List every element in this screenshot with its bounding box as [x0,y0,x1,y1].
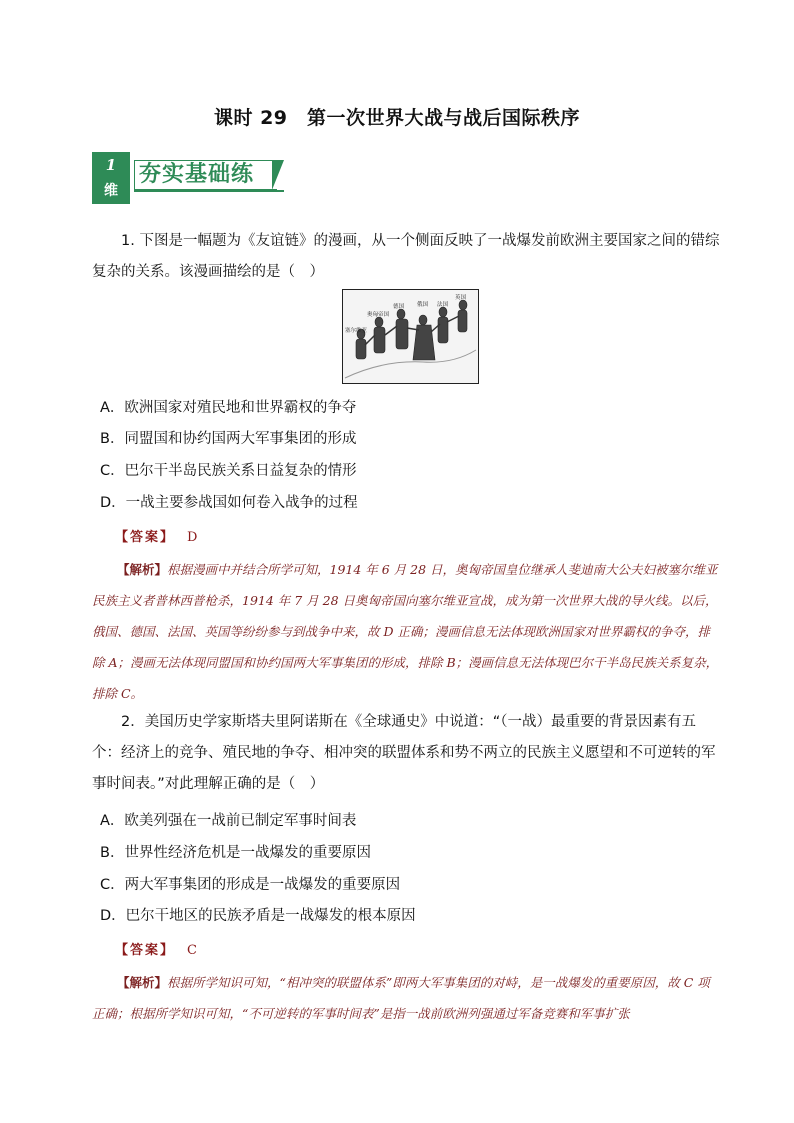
figure-label: 德国 [393,304,405,310]
answer-label: 【答案】 [115,530,176,545]
question-1-option-c: C．巴尔干半岛民族关系日益复杂的情形 [100,463,357,479]
question-2-option-d: D．巴尔干地区的民族矛盾是一战爆发的根本原因 [100,908,416,924]
figure-label: 法国 [437,302,449,308]
page-title: 课时 29 第一次世界大战与战后国际秩序 [213,107,581,129]
question-2-analysis [92,967,722,1029]
figure-label: 英国 [455,295,467,301]
section-banner [92,152,292,204]
answer-value: C [187,943,197,958]
analysis-text: 根据所学知识可知，“相冲突的联盟体系”即两大军事集团的对峙，是一战爆发的重要原因，故 C 项正确；根据所学知识可知，“不可逆转的军事时间表”是指一战前欧洲列强通过军备竞赛和军事扩张 [92,975,710,1021]
section-dimension: 维 [104,183,118,199]
question-1-option-b: B．同盟国和协约国两大军事集团的形成 [100,431,357,447]
question-1-analysis [92,554,722,709]
section-number: 1 [105,156,117,174]
cartoon-friendship-chain-image [342,289,479,384]
question-2-option-a: A．欧美列强在一战前已制定军事时间表 [100,813,357,829]
question-1-answer [115,526,197,545]
cartoon-illustration [343,290,478,383]
section-label: 夯实基础练 [134,160,277,190]
question-1-option-d: D．一战主要参战国如何卷入战争的过程 [100,495,358,511]
question-1-option-a: A．欧洲国家对殖民地和世界霸权的争夺 [100,400,357,416]
section-badge [92,152,130,204]
answer-value: D [187,530,198,545]
question-2-stem: 2．美国历史学家斯塔夫里阿诺斯在《全球通史》中说道：“（一战）最重要的背景因素有五个：经济上的竞争、殖民地的争夺、相冲突的联盟体系和势不两立的民族主义愿望和不可逆转的军事时间表。”对此理解正确的是（ ） [92,714,716,792]
analysis-text: 根据漫画中并结合所学可知，1914 年 6 月 28 日，奥匈帝国皇位继承人斐迪南大公夫妇被塞尔维亚民族主义者普林西普枪杀，1914 年 7 月 28 日奥匈帝国向塞尔维亚宣战，成为第一次世界大战的导火线。以后，俄国、德国、法国、英国等纷纷参与到战争中来，故 D 正确；漫画信息无法体现欧洲国家对世界霸权的争夺，排除 A；漫画无法体现同盟国和协约国两大军事集团的形成，排除 B；漫画信息无法体现巴尔干半岛民族关系复杂，排除 C。 [92,562,719,701]
question-2-option-b: B．世界性经济危机是一战爆发的重要原因 [100,845,371,861]
analysis-label: 【解析】 [117,562,168,577]
banner-underline [134,190,284,192]
figure-label: 奥匈帝国 [367,312,390,318]
figure-label: 塞尔维亚 [345,328,368,334]
question-2-option-c: C．两大军事集团的形成是一战爆发的重要原因 [100,877,401,893]
answer-label: 【答案】 [115,943,176,958]
question-2-answer [115,939,197,958]
figure-label: 俄国 [417,302,429,308]
question-1-stem: 1. 下图是一幅题为《友谊链》的漫画，从一个侧面反映了一战爆发前欧洲主要国家之间的错综复杂的关系。该漫画描绘的是（ ） [92,233,720,280]
banner-corner-decoration [272,160,284,190]
analysis-label: 【解析】 [117,975,168,990]
